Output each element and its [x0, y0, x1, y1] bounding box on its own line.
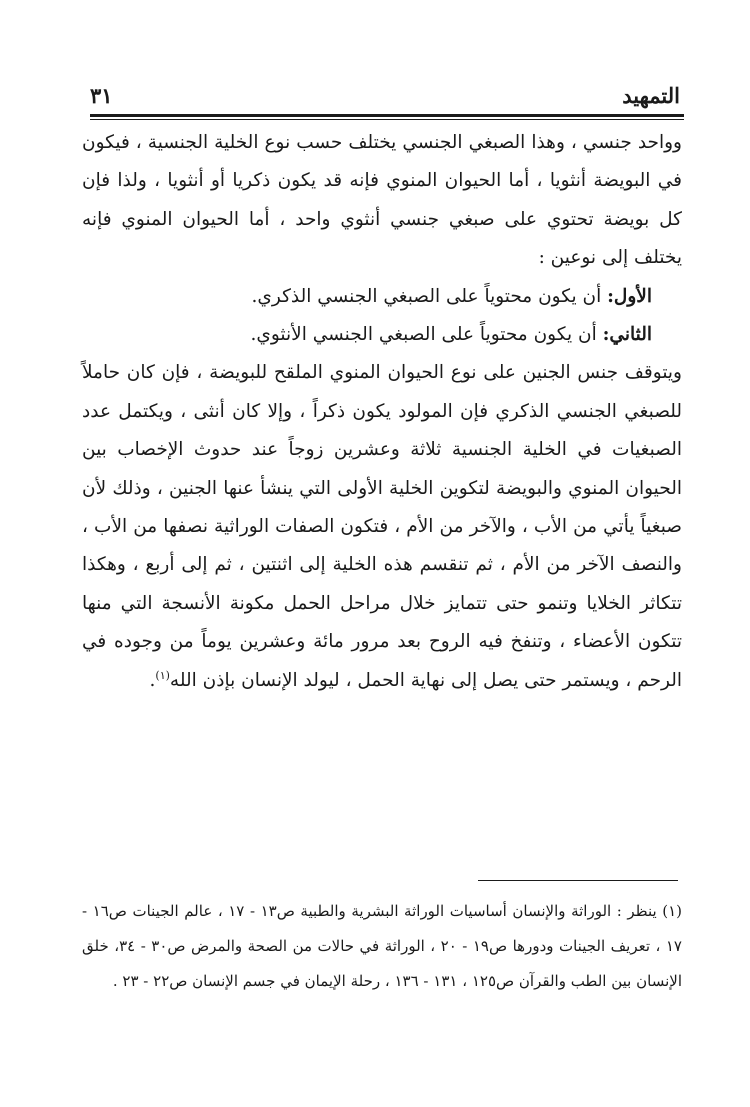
footnote: [82, 894, 682, 999]
footnote-text: (١) ينظر : الوراثة والإنسان أساسيات الوراثة البشرية والطبية ص١٣ - ١٧ ، عالم الجينات ص١٦ - ١٧ ، تعريف الجينات ودورها ص١٩ - ٢٠ ، الوراثة في حالات من الصحة والمرض ص٣٠ - ٣٤، خلق الإنسان بين الطب والقرآن ص١٢٥ ، ١٣١ - ١٣٦ ، رحلة الإيمان في جسم الإنسان ص٢٢ - ٢٣ .: [82, 902, 682, 990]
paragraph-end: .: [149, 669, 156, 691]
header-rule-thin: [90, 119, 684, 120]
body-text: [82, 124, 682, 700]
intro-paragraph: وواحد جنسي ، وهذا الصبغي الجنسي يختلف حسب نوع الخلية الجنسية ، فيكون في البويضة أنثويا ، أما الحيوان المنوي فإنه قد يكون ذكريا أو أنثويا ، ولذا فإن كل بويضة تحتوي على صبغي جنسي أنثوي واحد ، أما الحيوان المنوي فإنه يختلف إلى نوعين :: [82, 132, 682, 269]
header-rule: [90, 114, 684, 117]
first-type-item: [82, 278, 682, 316]
page-number: ٣١: [90, 83, 113, 108]
chapter-title: التمهيد: [622, 83, 680, 108]
first-type-text: أن يكون محتوياً على الصبغي الجنسي الذكري.: [251, 285, 608, 307]
second-type-item: [82, 316, 682, 354]
footnote-reference[interactable]: (١): [155, 668, 170, 682]
main-paragraph: [82, 354, 682, 700]
first-type-label: الأول:: [607, 285, 652, 307]
second-type-text: أن يكون محتوياً على الصبغي الجنسي الأنثوي.: [250, 324, 603, 346]
footnote-separator: [478, 880, 678, 881]
second-type-label: الثاني:: [602, 324, 652, 346]
page-header: [90, 74, 680, 108]
main-paragraph-text: ويتوقف جنس الجنين على نوع الحيوان المنوي الملقح للبويضة ، فإن كان حاملاً للصبغي الجنسي الذكري فإن المولود يكون ذكراً ، وإلا كان أنثى ، ويكتمل عدد الصبغيات في الخلية الجنسية ثلاثة وعشرين زوجاً عند حدوث الإخصاب بين الحيوان المنوي والبويضة لتكوين الخلية الأولى التي ينشأ عنها الجنين ، وذلك لأن صبغياً يأتي من الأب ، والآخر من الأم ، فتكون الصفات الوراثية نصفها من الأب ، والنصف الآخر من الأم ، ثم تنقسم هذه الخلية إلى اثنتين ، ثم إلى أربع ، وهكذا تتكاثر الخلايا وتنمو حتى تتمايز خلال مراحل الحمل مكونة الأنسجة التي منها تتكون الأعضاء ، وتنفخ فيه الروح بعد مرور مائة وعشرين يوماً من وجوده في الرحم ، ويستمر حتى يصل إلى نهاية الحمل ، ليولد الإنسان بإذن الله: [82, 362, 682, 691]
